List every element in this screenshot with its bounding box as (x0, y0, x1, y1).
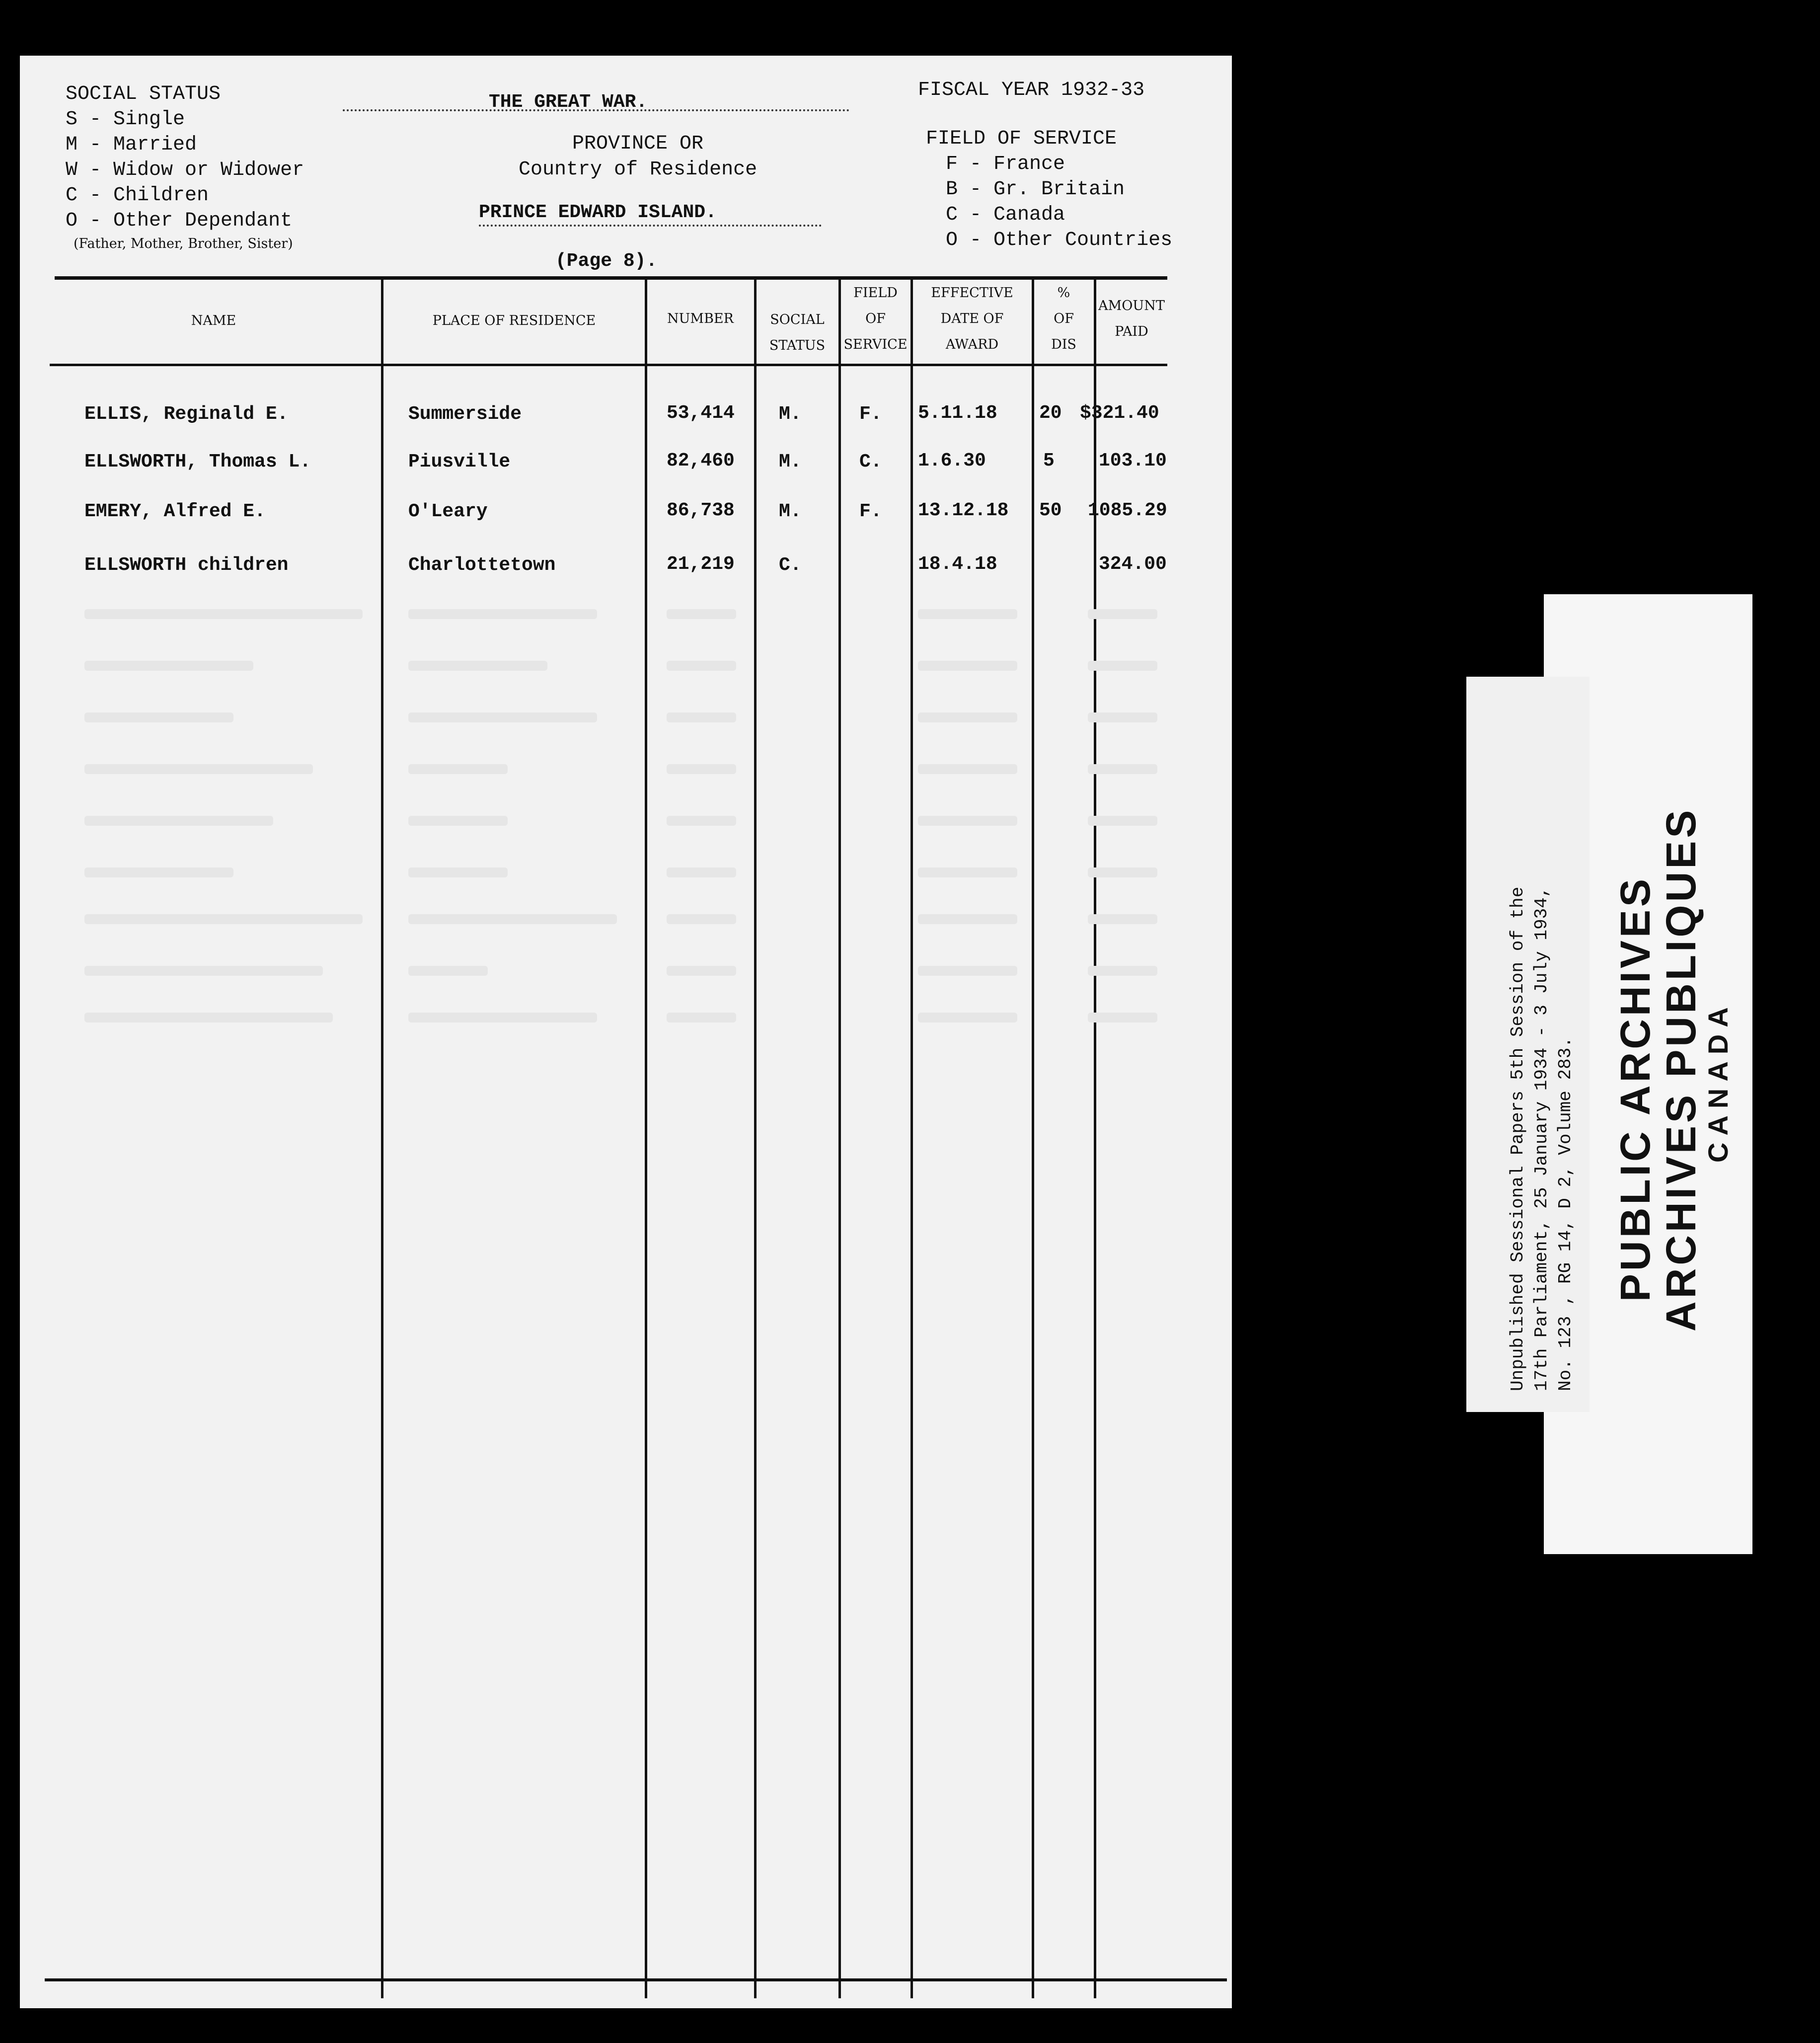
cell-name: ELLIS, Reginald E. (84, 403, 289, 425)
cell-date: 13.12.18 (918, 500, 1009, 521)
archive-line-publiques: ARCHIVES PUBLIQUES (1658, 807, 1704, 1332)
document-sheet (20, 56, 1232, 2008)
col-header-amt-1: AMOUNT (1098, 298, 1165, 314)
reference-line-2: 17th Parliament, 25 January 1934 - 3 July 1934, (1531, 886, 1552, 1391)
col-header-social (756, 307, 838, 359)
fiscal-year: FISCAL YEAR 1932-33 (918, 79, 1145, 101)
field-legend-item: C - Canada (946, 204, 1065, 226)
legend-item: S - Single (66, 108, 185, 131)
page-number: (Page 8). (555, 250, 658, 272)
cell-number: 86,738 (667, 500, 735, 521)
cell-residence: Charlottetown (408, 554, 556, 576)
cell-dis: 5 (1043, 450, 1055, 471)
column-rule (381, 279, 383, 1998)
legend-heading: SOCIAL STATUS (66, 83, 221, 105)
reference-line-3: No. 123 , RG 14, D 2, Volume 283. (1555, 1037, 1576, 1391)
cell-number: 21,219 (667, 553, 735, 575)
cell-amount: 324.00 (1099, 553, 1167, 575)
cell-status: M. (779, 501, 802, 522)
archive-line-public: PUBLIC ARCHIVES (1612, 876, 1659, 1302)
cell-number: 53,414 (667, 402, 735, 424)
cell-name: EMERY, Alfred E. (84, 501, 266, 522)
cell-status: C. (779, 554, 802, 576)
war-title: THE GREAT WAR. (489, 91, 648, 113)
cell-dis: 50 (1039, 500, 1062, 521)
column-rule (910, 279, 913, 1998)
table-bottom-rule (45, 1978, 1227, 1981)
legend-note: (Father, Mother, Brother, Sister) (74, 236, 293, 251)
col-header-eff-3: AWARD (945, 337, 999, 352)
legend-item: C - Children (66, 184, 209, 207)
province-underline (479, 225, 822, 227)
war-title-underline (343, 109, 849, 111)
cell-date: 1.6.30 (918, 450, 986, 471)
cell-number: 82,460 (667, 450, 735, 471)
col-header-field-2: OF (865, 311, 886, 326)
column-rule (754, 279, 757, 1998)
cell-name: ELLSWORTH children (84, 554, 289, 576)
col-header-name: NAME (191, 313, 236, 328)
column-rule (1032, 279, 1034, 1998)
cell-residence: O'Leary (408, 501, 488, 522)
header-underline (50, 364, 1167, 366)
reference-line-1: Unpublished Sessional Papers 5th Session of the (1508, 886, 1528, 1391)
col-header-dis-1: % (1057, 285, 1070, 301)
col-header-dis (1034, 280, 1094, 358)
col-header-dis-3: DIS (1051, 337, 1076, 352)
cell-status: M. (779, 403, 802, 425)
table-top-rule (55, 276, 1167, 280)
cell-status: M. (779, 451, 802, 472)
field-legend-item: O - Other Countries (946, 229, 1173, 251)
col-header-field-3: SERVICE (843, 337, 908, 352)
col-header-amount (1096, 293, 1167, 345)
province-label-line2: Country of Residence (519, 158, 758, 181)
cell-residence: Summerside (408, 403, 522, 425)
province-label-line1: PROVINCE OR (572, 133, 704, 155)
col-header-field-1: FIELD (853, 285, 898, 301)
legend-item: O - Other Dependant (66, 210, 293, 232)
archive-line-canada: CANADA (1702, 1000, 1734, 1163)
col-header-number: NUMBER (667, 311, 734, 326)
cell-date: 18.4.18 (918, 553, 997, 575)
cell-residence: Piusville (408, 451, 511, 472)
cell-field: C. (859, 451, 882, 472)
legend-item: W - Widow or Widower (66, 159, 304, 181)
col-header-effective (912, 280, 1032, 358)
column-rule (838, 279, 841, 1998)
col-header-amt-2: PAID (1115, 324, 1148, 339)
province-name: PRINCE EDWARD ISLAND. (479, 202, 717, 223)
cell-dis: 20 (1039, 402, 1062, 424)
cell-amount: $321.40 (1080, 402, 1159, 424)
legend-item: M - Married (66, 134, 197, 156)
column-rule (645, 279, 647, 1998)
cell-name: ELLSWORTH, Thomas L. (84, 451, 311, 472)
field-of-service-legend (926, 126, 1172, 253)
col-header-eff-1: EFFECTIVE (931, 285, 1013, 301)
col-header-dis-2: OF (1054, 311, 1074, 326)
field-legend-item: F - France (946, 153, 1065, 175)
field-legend-heading: FIELD OF SERVICE (926, 128, 1117, 150)
cell-field: F. (859, 403, 882, 425)
social-status-legend (66, 81, 304, 254)
col-header-social-1: SOCIAL (770, 312, 825, 327)
province-label (519, 131, 757, 183)
field-legend-item: B - Gr. Britain (946, 178, 1125, 201)
cell-amount: 103.10 (1099, 450, 1167, 471)
column-rule (1094, 279, 1096, 1998)
col-header-residence: PLACE OF RESIDENCE (432, 313, 596, 328)
cell-date: 5.11.18 (918, 402, 997, 424)
col-header-social-2: STATUS (769, 338, 826, 353)
cell-amount: 1085.29 (1088, 500, 1167, 521)
col-header-eff-2: DATE OF (940, 311, 1004, 326)
cell-field: F. (859, 501, 882, 522)
col-header-field (840, 280, 910, 358)
